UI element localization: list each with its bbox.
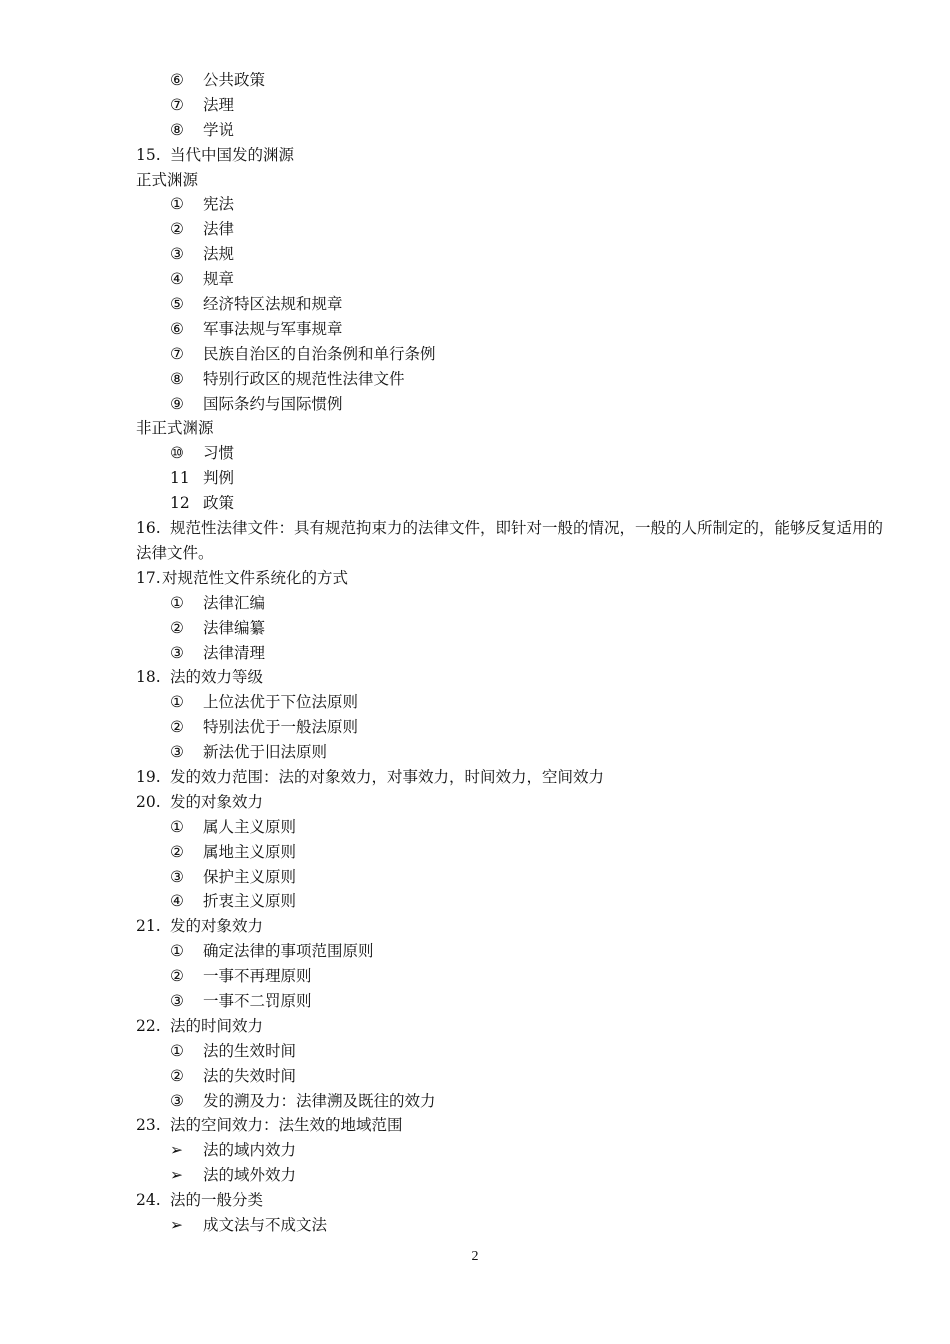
section-heading-text: 法的一般分类 (170, 1191, 264, 1210)
list-item-text: 法律清理 (203, 643, 266, 662)
section-heading (136, 914, 896, 939)
list-item (136, 118, 896, 143)
list-item (136, 68, 896, 93)
section-heading (136, 1014, 896, 1039)
list-item-text: 成文法与不成文法 (203, 1216, 328, 1234)
list-item (136, 317, 896, 342)
list-item (136, 1213, 896, 1238)
list-marker: ③ (170, 867, 184, 886)
list-item-text: 新法优于旧法原则 (203, 743, 328, 762)
list-item (136, 441, 896, 466)
list-item-text: 一事不二罚原则 (203, 991, 312, 1010)
list-marker: ③ (170, 1091, 184, 1110)
list-item (136, 217, 896, 242)
list-item-text: 判例 (203, 469, 235, 488)
list-marker: ② (170, 842, 184, 861)
list-item (136, 740, 896, 765)
list-marker: ➢ (170, 1141, 183, 1160)
list-item-text: 确定法律的事项范围原则 (203, 942, 374, 961)
list-item-text: 学说 (203, 120, 235, 139)
section-number: 24. (136, 1191, 161, 1210)
list-marker: ② (170, 718, 184, 737)
list-item (136, 292, 896, 317)
list-marker: ⑥ (170, 71, 184, 89)
list-item-text: 法的失效时间 (203, 1066, 297, 1085)
list-item-text: 一事不再理原则 (203, 967, 312, 986)
list-marker: ③ (170, 991, 184, 1010)
list-marker: ⑩ (170, 444, 184, 463)
list-item (136, 690, 896, 715)
list-item (136, 865, 896, 890)
list-marker: ② (170, 220, 184, 239)
list-item-text: 折衷主义原则 (203, 892, 297, 911)
section-number: 18. (136, 668, 161, 687)
list-item-text: 习惯 (203, 444, 235, 463)
list-marker: 11 (170, 469, 190, 488)
list-marker: ① (170, 942, 184, 961)
list-marker: ➢ (170, 1166, 183, 1185)
list-item-text: 法的域外效力 (203, 1166, 297, 1185)
section-number: 23. (136, 1116, 161, 1135)
list-item (136, 267, 896, 292)
section-number: 17. (136, 568, 161, 587)
list-item (136, 989, 896, 1014)
list-item (136, 342, 896, 367)
list-marker: ⑤ (170, 295, 184, 314)
list-item-text: 法律汇编 (203, 593, 266, 612)
list-item (136, 591, 896, 616)
section-number: 21. (136, 917, 161, 936)
list-item-text: 法律编纂 (203, 618, 266, 637)
list-marker: ① (170, 195, 184, 214)
list-item-text: 规章 (203, 270, 235, 289)
list-item-text: 宪法 (203, 195, 235, 214)
list-item-text: 军事法规与军事规章 (203, 319, 343, 338)
list-item (136, 939, 896, 964)
list-marker: ① (170, 817, 184, 836)
section-heading (136, 1188, 896, 1213)
list-marker: ④ (170, 270, 184, 289)
list-item-text: 民族自治区的自治条例和单行条例 (203, 344, 436, 363)
section-heading (136, 1113, 896, 1138)
list-item-text: 属人主义原则 (203, 817, 297, 836)
list-item (136, 1064, 896, 1089)
list-item (136, 93, 896, 118)
list-marker: ② (170, 967, 184, 986)
list-item (136, 491, 896, 516)
list-item (136, 889, 896, 914)
list-marker: ➢ (170, 1216, 183, 1234)
section-heading (136, 790, 896, 815)
list-item-text: 经济特区法规和规章 (203, 295, 343, 314)
list-item (136, 392, 896, 417)
list-item-text: 公共政策 (203, 71, 266, 89)
section-heading-text: 法的空间效力：法生效的地域范围 (170, 1116, 403, 1135)
list-marker: ③ (170, 643, 184, 662)
page-number: 2 (471, 1249, 479, 1264)
list-marker: 12 (170, 494, 190, 513)
list-item (136, 616, 896, 641)
list-item (136, 1163, 896, 1188)
list-marker: ② (170, 618, 184, 637)
section-number: 19. (136, 767, 161, 786)
list-item-text: 保护主义原则 (203, 867, 297, 886)
document-body (136, 68, 896, 1238)
list-item (136, 840, 896, 865)
list-item-text: 法的域内效力 (203, 1141, 297, 1160)
list-item (136, 964, 896, 989)
section-heading (136, 765, 896, 790)
list-item (136, 1039, 896, 1064)
list-item (136, 367, 896, 392)
list-item (136, 1138, 896, 1163)
section-heading-text: 发的效力范围：法的对象效力，对事效力，时间效力，空间效力 (170, 767, 605, 786)
subheading: 非正式渊源 (136, 419, 214, 438)
list-item-text: 法规 (203, 245, 235, 264)
section-number: 20. (136, 792, 161, 811)
list-item-text: 上位法优于下位法原则 (203, 693, 359, 712)
list-item-text: 法律 (203, 220, 235, 239)
list-item (136, 1089, 896, 1114)
list-item-text: 国际条约与国际惯例 (203, 394, 343, 413)
list-item (136, 641, 896, 666)
section-heading-text: 对规范性文件系统化的方式 (162, 568, 349, 587)
list-marker: ① (170, 593, 184, 612)
list-marker: ⑧ (170, 369, 184, 388)
list-marker: ⑨ (170, 394, 184, 413)
section-heading-text: 规范性法律文件：具有规范拘束力的法律文件，即针对一般的情况，一般的人所制定的，能够反复适用的法律文件。 (136, 519, 884, 562)
section-number: 22. (136, 1016, 161, 1035)
list-item-text: 法的生效时间 (203, 1041, 297, 1060)
section-number: 15. (136, 145, 161, 164)
section-heading (136, 143, 896, 168)
list-item-text: 发的溯及力：法律溯及既往的效力 (203, 1091, 436, 1110)
list-item (136, 192, 896, 217)
section-heading-text: 发的对象效力 (170, 792, 264, 811)
list-marker: ⑦ (170, 95, 184, 114)
list-marker: ① (170, 1041, 184, 1060)
list-item (136, 466, 896, 491)
list-item-text: 法理 (203, 95, 235, 114)
list-marker: ② (170, 1066, 184, 1085)
section-heading-text: 法的效力等级 (170, 668, 264, 687)
section-number: 16. (136, 519, 161, 538)
list-item (136, 815, 896, 840)
list-marker: ⑧ (170, 120, 184, 139)
list-item-text: 特别法优于一般法原则 (203, 718, 359, 737)
list-item (136, 242, 896, 267)
list-marker: ③ (170, 245, 184, 264)
section-heading (136, 665, 896, 690)
section-heading-text: 法的时间效力 (170, 1016, 264, 1035)
section-heading-text: 当代中国发的渊源 (170, 145, 295, 164)
list-marker: ⑥ (170, 319, 184, 338)
section-heading (136, 566, 896, 591)
list-item-text: 特别行政区的规范性法律文件 (203, 369, 405, 388)
section-heading-text: 发的对象效力 (170, 917, 264, 936)
section-heading (136, 516, 896, 566)
list-marker: ① (170, 693, 184, 712)
list-item (136, 715, 896, 740)
subheading: 正式渊源 (136, 170, 199, 189)
list-item-text: 属地主义原则 (203, 842, 297, 861)
list-marker: ⑦ (170, 344, 184, 363)
list-marker: ④ (170, 892, 184, 911)
list-marker: ③ (170, 743, 184, 762)
list-item-text: 政策 (203, 494, 235, 513)
